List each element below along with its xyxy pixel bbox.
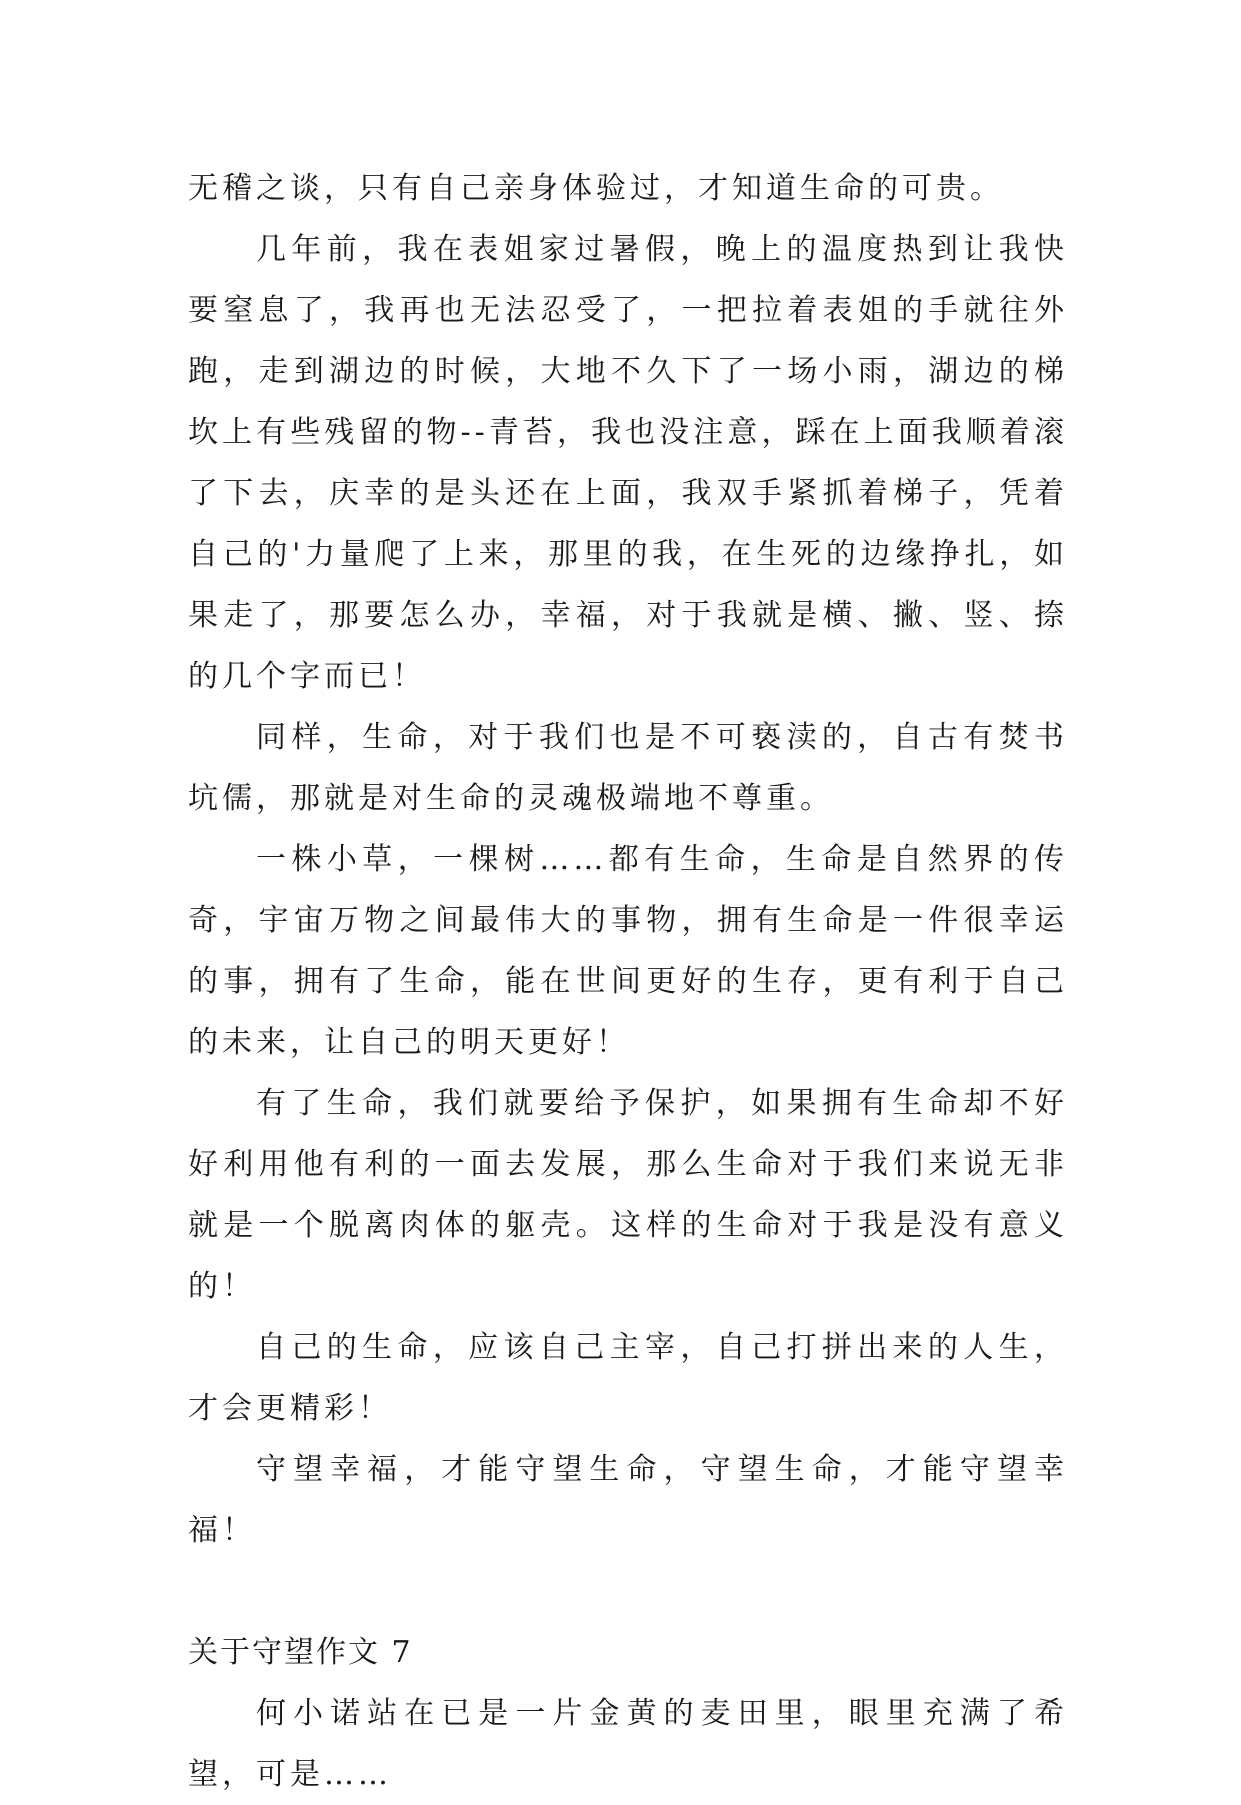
paragraph: 自己的生命，应该自己主宰，自己打拼出来的人生，才会更精彩！ [188,1330,1068,1426]
section-heading: 关于守望作文 7 [188,1635,413,1670]
paragraph: 守望幸福，才能守望生命，守望生命，才能守望幸福！ [188,1452,1068,1548]
paragraph: 何小诺站在已是一片金黄的麦田里，眼里充满了希望，可是…… [188,1696,1068,1792]
paragraph: 无稽之谈，只有自己亲身体验过，才知道生命的可贵。 [188,171,1004,206]
document-body [188,158,1068,1805]
paragraph: 几年前，我在表姐家过暑假，晚上的温度热到让我快要窒息了，我再也无法忍受了，一把拉着表姐的手就往外跑，走到湖边的时候，大地不久下了一场小雨，湖边的梯坎上有些残留的物--青苔，我也没注意，踩在上面我顺着滚了下去，庆幸的是头还在上面，我双手紧抓着梯子，凭着自己的'力量爬了上来，那里的我，在生死的边缘挣扎，如果走了，那要怎么办，幸福，对于我就是横、撇、竖、捺的几个字而已！ [188,232,1068,694]
paragraph: 一株小草，一棵树……都有生命，生命是自然界的传奇，宇宙万物之间最伟大的事物，拥有生命是一件很幸运的事，拥有了生命，能在世间更好的生存，更有利于自己的未来，让自己的明天更好！ [188,842,1068,1060]
paragraph: 同样，生命，对于我们也是不可亵渎的，自古有焚书坑儒，那就是对生命的灵魂极端地不尊重。 [188,720,1068,816]
paragraph: 有了生命，我们就要给予保护，如果拥有生命却不好好利用他有利的一面去发展，那么生命对于我们来说无非就是一个脱离肉体的躯壳。这样的生命对于我是没有意义的！ [188,1086,1068,1304]
